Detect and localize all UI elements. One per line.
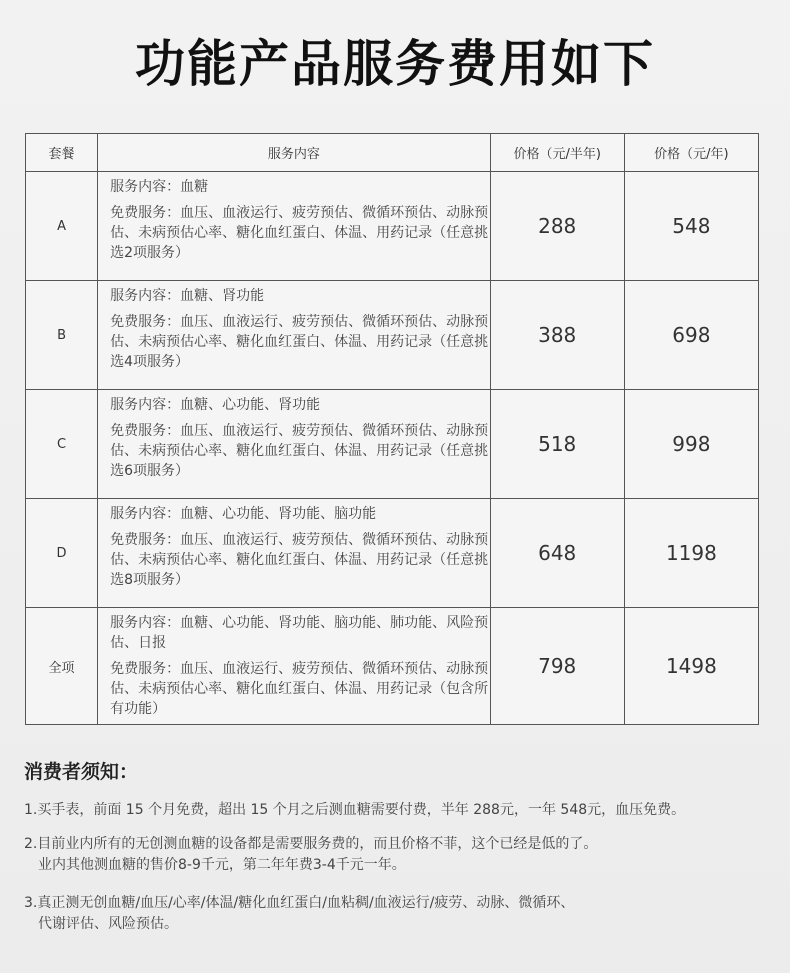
half-year-price: 518 <box>490 390 624 499</box>
notice-line: 3.真正测无创血糖/血压/心率/体温/糖化血红蛋白/血粘稠/血液运行/疲劳、动脉、微循环、 <box>24 895 575 911</box>
table-row <box>26 172 759 281</box>
table-row <box>26 608 759 725</box>
service-cell <box>98 608 491 725</box>
year-price: 548 <box>624 172 758 281</box>
service-cell <box>98 390 491 499</box>
half-year-price: 648 <box>490 499 624 608</box>
notice-line: 业内其他测血糖的售价8-9千元，第二年年费3-4千元一年。 <box>38 857 406 873</box>
table-row <box>26 390 759 499</box>
notice-item <box>24 834 597 876</box>
year-price: 1498 <box>624 608 758 725</box>
service-cell <box>98 172 491 281</box>
package-name: C <box>26 390 98 499</box>
header-half-year-price: 价格（元/半年) <box>490 134 624 172</box>
service-content: 服务内容：血糖、心功能、肾功能、脑功能、肺功能、风险预估、日报 <box>110 615 489 651</box>
free-services: 免费服务：血压、血液运行、疲劳预估、微循环预估、动脉预估、未病预估心率、糖化血红蛋白、体温、用药记录（包含所有功能） <box>110 661 489 717</box>
service-cell <box>98 499 491 608</box>
page-title: 功能产品服务费用如下 <box>135 35 655 93</box>
half-year-price: 798 <box>490 608 624 725</box>
header-package: 套餐 <box>26 134 98 172</box>
free-services: 免费服务：血压、血液运行、疲劳预估、微循环预估、动脉预估、未病预估心率、糖化血红蛋白、体温、用药记录（任意挑选2项服务） <box>110 205 489 261</box>
service-content: 服务内容：血糖、肾功能 <box>110 288 265 304</box>
year-price: 998 <box>624 390 758 499</box>
service-cell <box>98 281 491 390</box>
notice-item <box>24 893 574 935</box>
service-content: 服务内容：血糖、心功能、肾功能、脑功能 <box>110 506 377 522</box>
package-name: A <box>26 172 98 281</box>
table-header-row <box>26 134 759 172</box>
service-content: 服务内容：血糖、心功能、肾功能 <box>110 397 321 413</box>
notice-line: 2.目前业内所有的无创测血糖的设备都是需要服务费的，而且价格不菲，这个已经是低的了。 <box>24 836 598 852</box>
notice-item <box>24 800 685 821</box>
table-row <box>26 281 759 390</box>
free-services: 免费服务：血压、血液运行、疲劳预估、微循环预估、动脉预估、未病预估心率、糖化血红蛋白、体温、用药记录（任意挑选6项服务） <box>110 423 489 479</box>
header-service: 服务内容 <box>98 134 491 172</box>
year-price: 698 <box>624 281 758 390</box>
pricing-table <box>25 133 759 725</box>
package-name: D <box>26 499 98 608</box>
service-content: 服务内容：血糖 <box>110 179 209 195</box>
notice-title: 消费者须知： <box>24 761 139 783</box>
package-name: 全项 <box>26 608 98 725</box>
header-year-price: 价格（元/年) <box>624 134 758 172</box>
half-year-price: 388 <box>490 281 624 390</box>
free-services: 免费服务：血压、血液运行、疲劳预估、微循环预估、动脉预估、未病预估心率、糖化血红蛋白、体温、用药记录（任意挑选4项服务） <box>110 314 489 370</box>
half-year-price: 288 <box>490 172 624 281</box>
package-name: B <box>26 281 98 390</box>
notice-line: 代谢评估、风险预估。 <box>38 916 178 932</box>
notice-line: 1.买手表，前面 15 个月免费，超出 15 个月之后测血糖需要付费，半年 288元，一年 548元，血压免费。 <box>24 802 686 818</box>
year-price: 1198 <box>624 499 758 608</box>
free-services: 免费服务：血压、血液运行、疲劳预估、微循环预估、动脉预估、未病预估心率、糖化血红蛋白、体温、用药记录（任意挑选8项服务） <box>110 532 489 588</box>
table-row <box>26 499 759 608</box>
